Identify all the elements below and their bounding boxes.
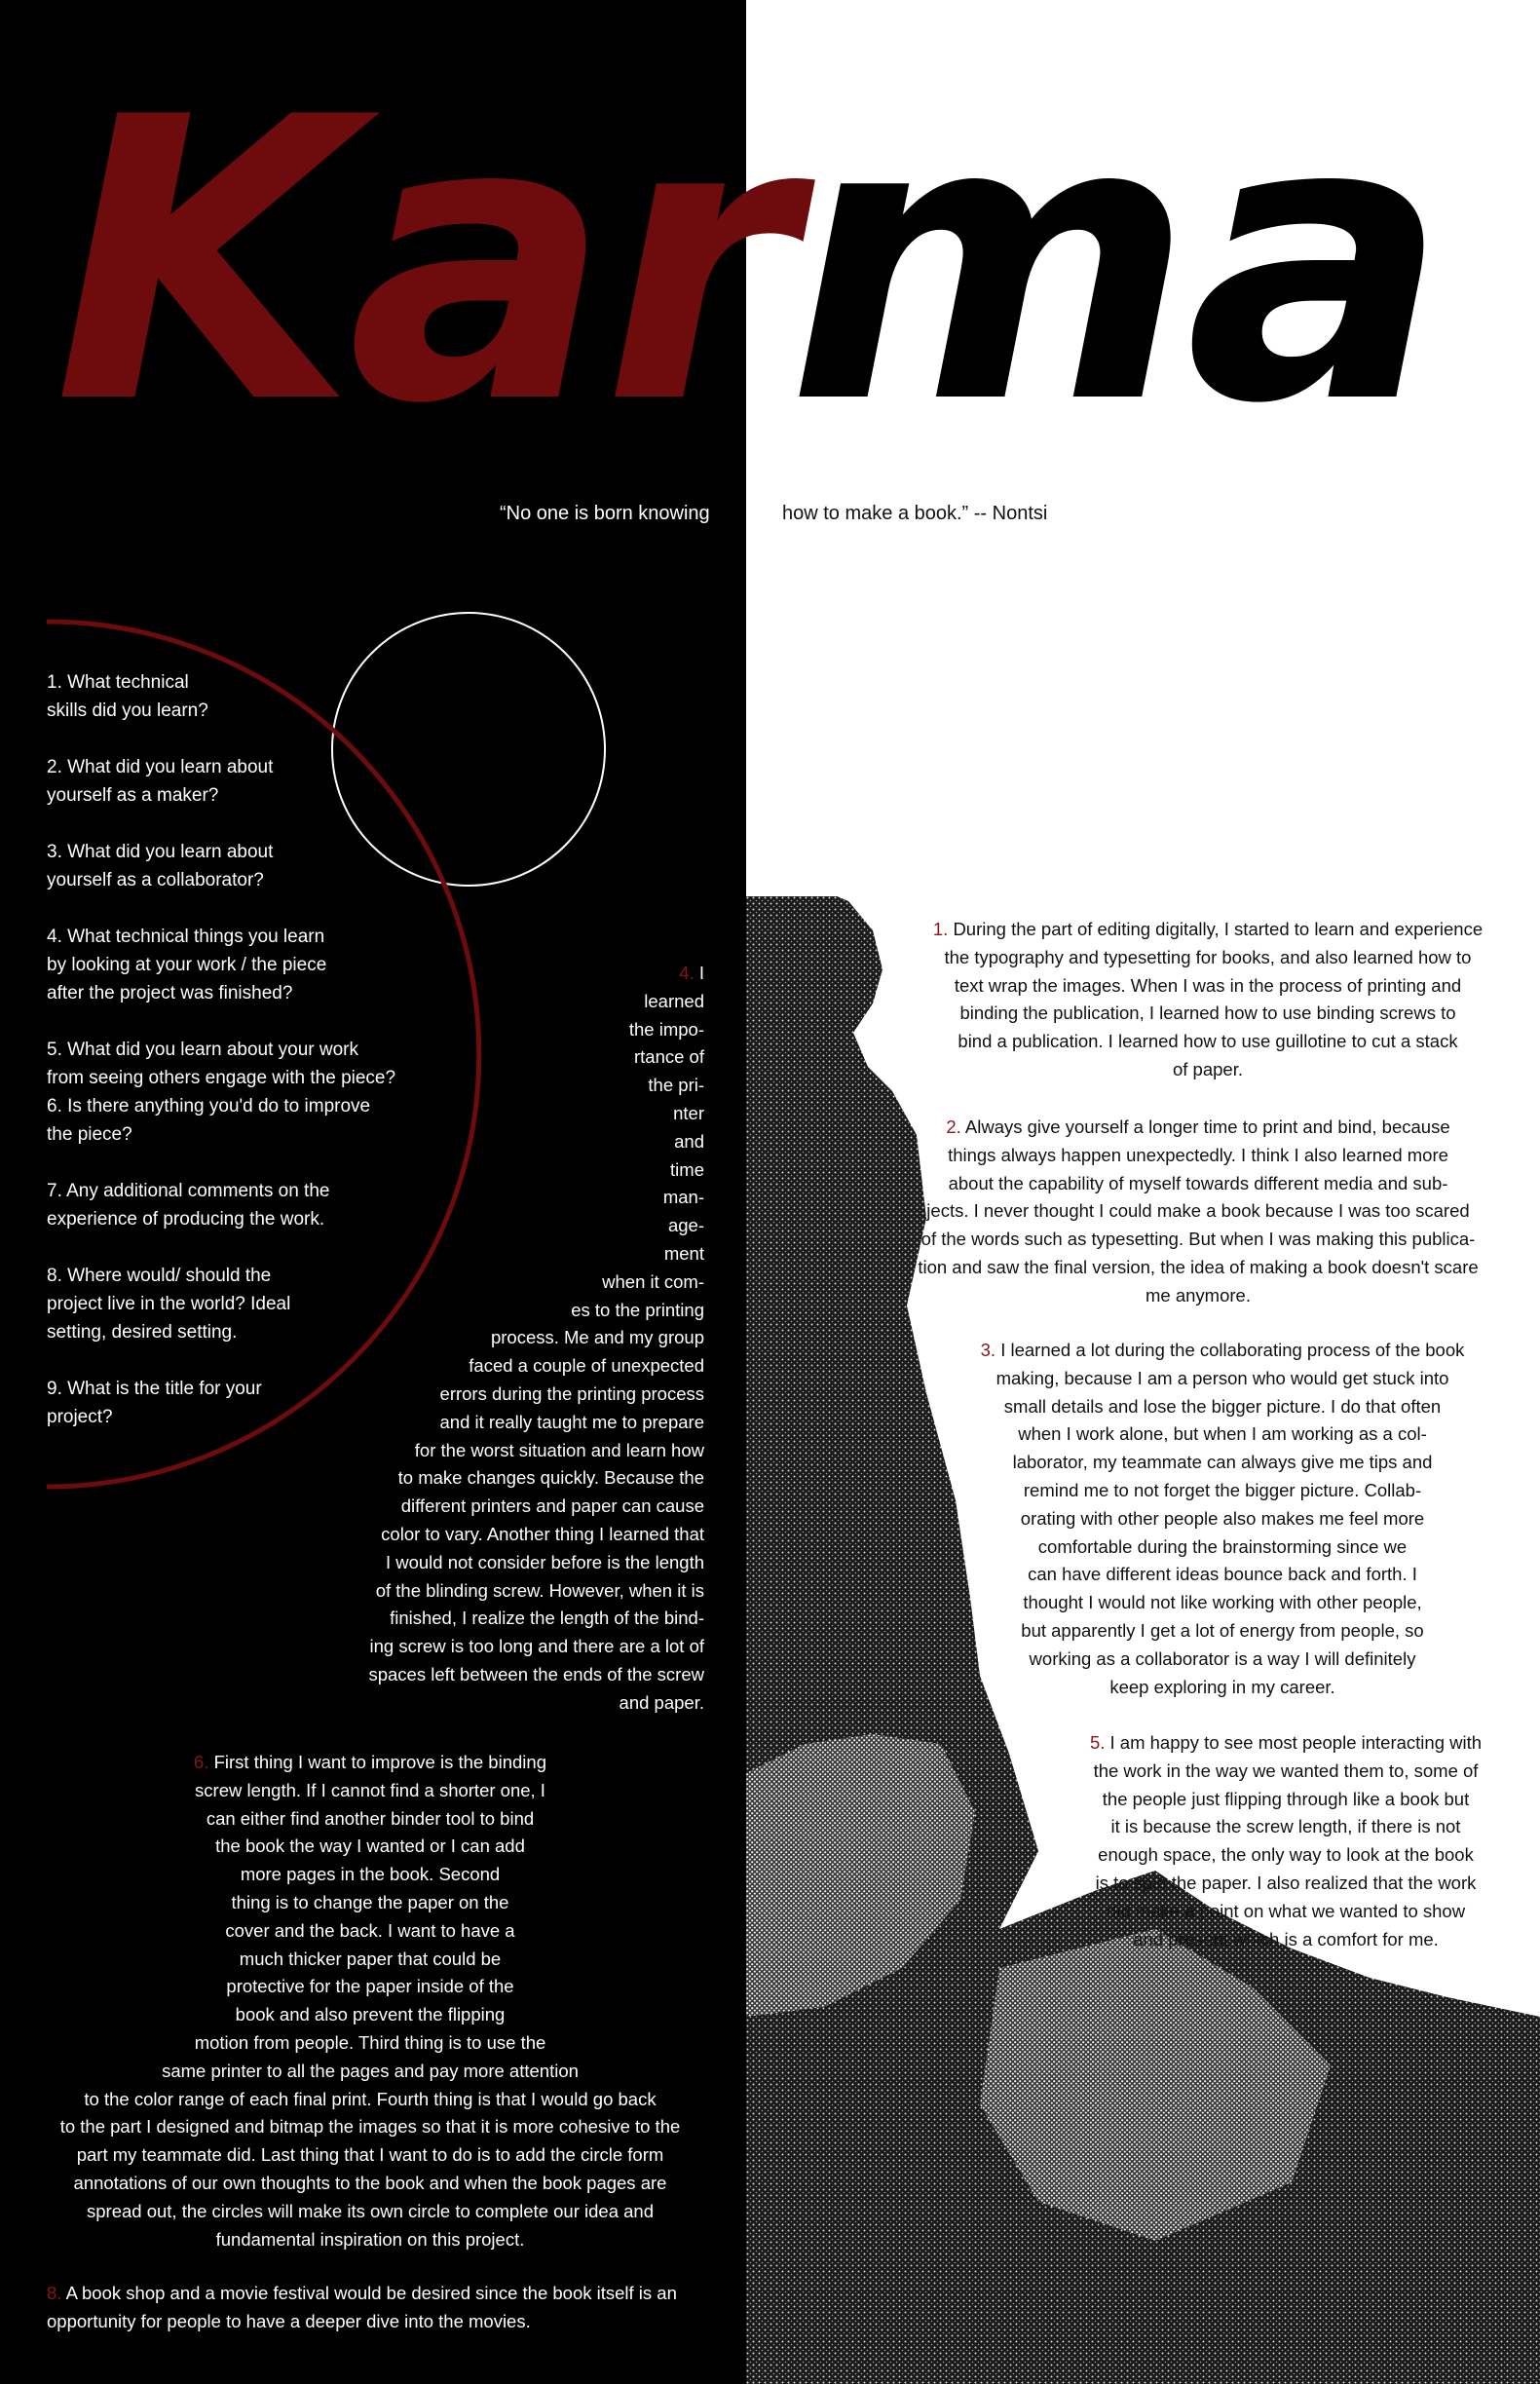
answer-line: 5. I am happy to see most people interacting with [1089, 1732, 1483, 1753]
answer-line: finished, I realize the length of the bind- [390, 1608, 704, 1629]
answer-line: I would not consider before is the length [385, 1551, 704, 1572]
answer-2 [891, 1114, 1505, 1310]
answer-line: to the color range of each final print. Fourth thing is that I would go back [84, 2088, 657, 2109]
answer-line: bind a publication. I learned how to use guillotine to cut a stack [958, 1031, 1458, 1052]
answer-line: process. Me and my group [490, 1327, 704, 1348]
answer-line: jects. I never thought I could make a book because I was too scared [926, 1200, 1470, 1222]
answer-line: but apparently I get a lot of energy from people, so [1021, 1619, 1424, 1641]
answer-line: ment [663, 1242, 704, 1264]
answer-number: 8. [47, 2283, 62, 2303]
answer-line: binding the publication, I learned how to use binding screws to [959, 1003, 1456, 1024]
answer-line: fundamental inspiration on this project. [215, 2228, 525, 2250]
answer-number: 5. [1089, 1732, 1106, 1753]
answer-line: the people just flipping through like a book but [1102, 1788, 1470, 1809]
answer-line: 3. I learned a lot during the collaborating process of the book [980, 1340, 1465, 1360]
answer-line: time [670, 1158, 704, 1180]
answer-line: things always happen unexpectedly. I think I also learned more [948, 1144, 1448, 1165]
answer-line: 6. First thing I want to improve is the binding [194, 1752, 546, 1772]
answer-line: the work in the way we wanted them to, some of [1093, 1760, 1479, 1781]
answer-line: did make a point on what we wanted to show [1106, 1900, 1466, 1921]
answer-line: of paper. [1172, 1058, 1243, 1079]
answer-line: of the blinding screw. However, when it is [375, 1579, 704, 1601]
answer-5 [1052, 1729, 1520, 1953]
answer-line: screw length. If I cannot find a shorter one, I [195, 1779, 545, 1800]
answer-line: annotations of our own thoughts to the book and when the book pages are [73, 2172, 667, 2193]
question-item: 1. What technical skills did you learn? [47, 672, 208, 721]
answer-number: 4. [679, 963, 695, 983]
answer-line: part my teammate did. Last thing that I want to do is to add the circle form [76, 2144, 664, 2166]
answer-line: 8. A book shop and a movie festival would be desired since the book itself is an [47, 2283, 677, 2303]
answer-line: of the words such as typesetting. But when I was making this publica- [920, 1229, 1476, 1250]
answer-4 [276, 960, 704, 1718]
question-item: 4. What technical things you learn by looking at your work / the piece after the project was finished? [47, 927, 327, 1003]
answer-line: can have different ideas bounce back and forth. I [1028, 1564, 1417, 1585]
answer-line: and paper. [619, 1691, 704, 1713]
answer-line: faced a couple of unexpected [469, 1355, 704, 1377]
answer-line: man- [662, 1187, 704, 1208]
answer-line: for the worst situation and learn how [414, 1439, 704, 1460]
answer-line: errors during the printing process [439, 1382, 704, 1404]
answer-line: same printer to all the pages and pay more attention [162, 2060, 579, 2081]
answer-6 [39, 1749, 701, 2253]
title-part-red: Kar [54, 36, 788, 489]
answer-number: 1. [932, 919, 949, 939]
answer-line: spread out, the circles will make its own circle to complete our idea and [87, 2200, 654, 2221]
quote-left: “No one is born knowing [500, 503, 710, 524]
answer-line: es to the printing [571, 1299, 704, 1320]
answer-line: book and also prevent the flipping [235, 2004, 506, 2025]
answer-line: protective for the paper inside of the [226, 1976, 514, 1997]
question-item: 9. What is the title for your project? [47, 1379, 262, 1427]
answer-line: the pri- [648, 1075, 704, 1096]
answer-line: motion from people. Third thing is to use the [194, 2031, 546, 2053]
question-item: 3. What did you learn about yourself as a collaborator? [47, 842, 274, 890]
answer-line: to the part I designed and bitmap the images so that it is more cohesive to the [59, 2116, 681, 2138]
answer-line: working as a collaborator is a way I will definitely [1029, 1647, 1416, 1669]
answer-line: 4. I [679, 963, 704, 983]
answer-line: different printers and paper can cause [400, 1495, 704, 1517]
answer-line: much thicker paper that could be [239, 1948, 502, 1969]
answer-line: is to spin the paper. I also realized that the work [1095, 1872, 1477, 1893]
answer-line: 1. During the part of editing digitally, I started to learn and experience [932, 919, 1484, 939]
answer-line: learned [644, 990, 704, 1011]
answer-line: and [674, 1130, 704, 1152]
answer-3 [930, 1337, 1515, 1701]
title-part-black: ma [787, 36, 1441, 489]
answer-line: rtance of [634, 1046, 704, 1068]
answer-line: age- [667, 1215, 704, 1236]
answer-line: about the capability of myself towards different media and sub- [948, 1172, 1448, 1193]
answer-line: and it really taught me to prepare [439, 1411, 704, 1432]
answer-line: spaces left between the ends of the screw [368, 1663, 704, 1684]
answer-line: making, because I am a person who would get stuck into [995, 1367, 1449, 1388]
answer-line: opportunity for people to have a deeper dive into the movies. [47, 2310, 531, 2331]
question-item: 6. Is there anything you'd do to improve the piece? [47, 1096, 371, 1145]
answer-line: and present which is a comfort for me. [1133, 1928, 1439, 1949]
quote-right: how to make a book.” -- Nontsi [782, 503, 1048, 524]
answer-line: more pages in the book. Second [240, 1864, 501, 1885]
answer-line: 2. Always give yourself a longer time to print and bind, because [946, 1116, 1450, 1137]
answer-line: comfortable during the brainstorming since we [1037, 1535, 1408, 1557]
question-item: 5. What did you learn about your work from seeing others engage with the piece? [47, 1040, 396, 1088]
answer-line: enough space, the only way to look at the book [1098, 1844, 1474, 1866]
answer-line: thought I would not like working with other people, [1023, 1592, 1422, 1613]
answer-line: the impo- [628, 1018, 704, 1040]
answer-line: text wrap the images. When I was in the process of printing and [954, 974, 1462, 996]
question-item: 8. Where would/ should the project live in the world? Ideal setting, desired setting. [47, 1266, 291, 1343]
answer-line: tion and saw the final version, the idea of making a book doesn't scare [918, 1256, 1479, 1277]
answer-line: it is because the screw length, if there is not [1110, 1816, 1461, 1837]
answer-line: orating with other people also makes me feel more [1020, 1507, 1425, 1529]
answer-line: to make changes quickly. Because the [397, 1467, 704, 1489]
answer-line: can either find another binder tool to bind [206, 1807, 535, 1829]
answer-line: ing screw is too long and there are a lot of [369, 1636, 704, 1657]
answer-line: when it com- [602, 1270, 704, 1292]
answer-number: 3. [980, 1340, 996, 1360]
answer-line: when I work alone, but when I am working as a col- [1018, 1423, 1427, 1445]
answer-line: color to vary. Another thing I learned that [381, 1523, 704, 1544]
answer-number: 2. [946, 1116, 961, 1137]
answer-line: keep exploring in my career. [1109, 1676, 1335, 1697]
answer-line: thing is to change the paper on the [231, 1891, 509, 1912]
question-item: 7. Any additional comments on the experience of producing the work. [47, 1181, 330, 1230]
answer-line: cover and the back. I want to have a [225, 1919, 515, 1941]
answer-1 [906, 916, 1510, 1084]
answer-line: laborator, my teammate can always give me tips and [1012, 1452, 1433, 1473]
answer-line: the book the way I wanted or I can add [215, 1835, 525, 1857]
answer-8 [47, 2280, 729, 2336]
answer-number: 6. [194, 1752, 209, 1772]
answer-line: small details and lose the bigger picture. I do that often [1003, 1395, 1442, 1417]
answer-line: nter [673, 1102, 704, 1123]
answer-line: me anymore. [1146, 1284, 1251, 1306]
question-item: 2. What did you learn about yourself as a maker? [47, 757, 274, 806]
answer-line: remind me to not forget the bigger picture. Collab- [1023, 1479, 1422, 1500]
answer-line: the typography and typesetting for books, and also learned how to [944, 946, 1472, 967]
page-title [54, 29, 1441, 497]
